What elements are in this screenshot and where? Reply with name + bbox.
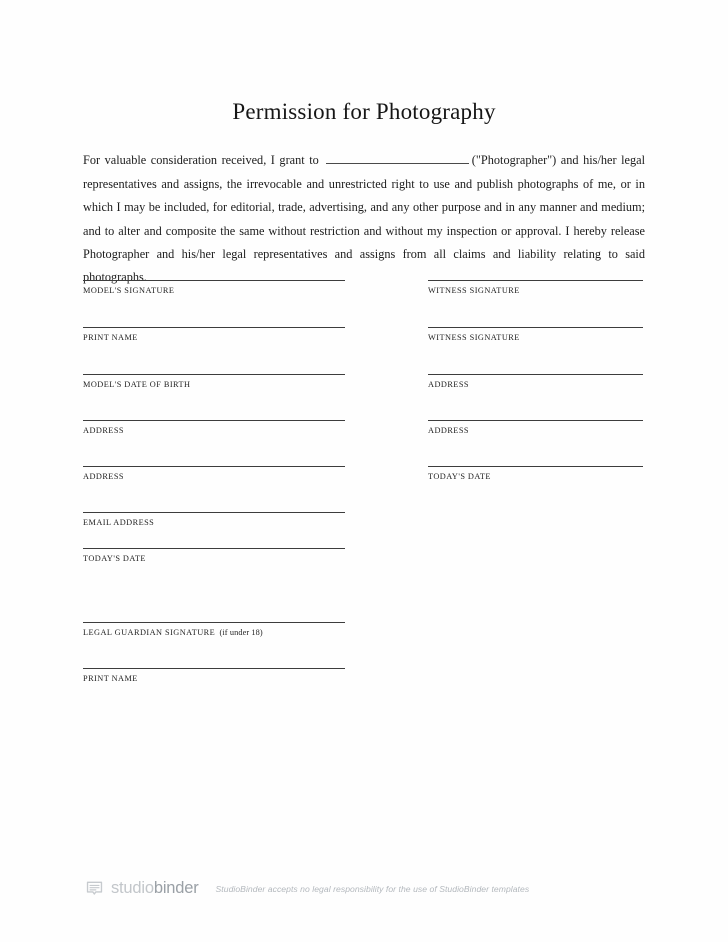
paragraph-text-after-blank: ("Photographer") and his/her legal representatives and assigns, the irrevocable and unrestricted right to use and publish photographs of me, or in which I may be included, for editorial, trade, advertising, and any other purpose and in any manner and medium; and to alter and composite the same without restriction and without my inspection or approval. I hereby release Photographer and his/her legal representatives and assigns from all claims and liability relating to said photographs. (83, 153, 645, 285)
field-label: ADDRESS (428, 426, 469, 435)
field-address-2[interactable] (83, 466, 345, 481)
field-address-1[interactable] (83, 420, 345, 435)
field-models-date-of-birth[interactable] (83, 374, 345, 389)
signature-rule[interactable] (83, 327, 345, 328)
field-label (83, 628, 345, 637)
signature-rule[interactable] (428, 420, 643, 421)
field-todays-date[interactable] (83, 548, 345, 563)
field-label: EMAIL ADDRESS (83, 518, 155, 527)
field-label: PRINT NAME (83, 333, 138, 342)
brand-name-second: binder (153, 879, 199, 898)
signature-rule[interactable] (83, 622, 345, 623)
page-footer (85, 879, 529, 898)
field-label-hint-text: (if under 18) (219, 628, 263, 637)
field-witness-signature-1[interactable] (428, 280, 643, 295)
field-witness-todays-date[interactable] (428, 466, 643, 481)
field-label: PRINT NAME (83, 674, 138, 683)
field-label: TODAY'S DATE (83, 554, 146, 563)
signature-rule[interactable] (83, 512, 345, 513)
field-label: MODEL'S SIGNATURE (83, 286, 175, 295)
field-legal-guardian-signature[interactable] (83, 622, 345, 637)
studiobinder-logo (85, 879, 199, 898)
field-witness-address-2[interactable] (428, 420, 643, 435)
brand-wordmark (111, 880, 199, 897)
signature-rule[interactable] (428, 466, 643, 467)
signature-rule[interactable] (83, 668, 345, 669)
page-title: Permission for Photography (232, 99, 496, 125)
field-label: ADDRESS (83, 472, 124, 481)
field-label: TODAY'S DATE (428, 472, 491, 481)
signature-rule[interactable] (83, 280, 345, 281)
field-label: ADDRESS (428, 380, 469, 389)
field-label-text: LEGAL GUARDIAN SIGNATURE (83, 628, 216, 637)
signature-rule[interactable] (83, 466, 345, 467)
signature-rule[interactable] (428, 327, 643, 328)
paragraph-text-before-blank: For valuable consideration received, I grant to (83, 153, 319, 168)
field-label: WITNESS SIGNATURE (428, 286, 520, 295)
field-witness-address-1[interactable] (428, 374, 643, 389)
field-label: ADDRESS (83, 426, 124, 435)
signature-rule[interactable] (83, 420, 345, 421)
signature-rule[interactable] (83, 374, 345, 375)
brand-name-first: studio (111, 879, 154, 898)
signature-rule[interactable] (83, 548, 345, 549)
field-label: MODEL'S DATE OF BIRTH (83, 380, 191, 389)
speech-bubble-icon (85, 879, 104, 898)
field-guardian-print-name[interactable] (83, 668, 345, 683)
field-label: WITNESS SIGNATURE (428, 333, 520, 342)
field-witness-signature-2[interactable] (428, 327, 643, 342)
signature-rule[interactable] (428, 374, 643, 375)
legal-disclaimer: StudioBinder accepts no legal responsibility for the use of StudioBinder templates (215, 883, 530, 894)
signature-rule[interactable] (428, 280, 643, 281)
field-email-address[interactable] (83, 512, 345, 527)
field-models-signature[interactable] (83, 280, 345, 295)
field-print-name[interactable] (83, 327, 345, 342)
